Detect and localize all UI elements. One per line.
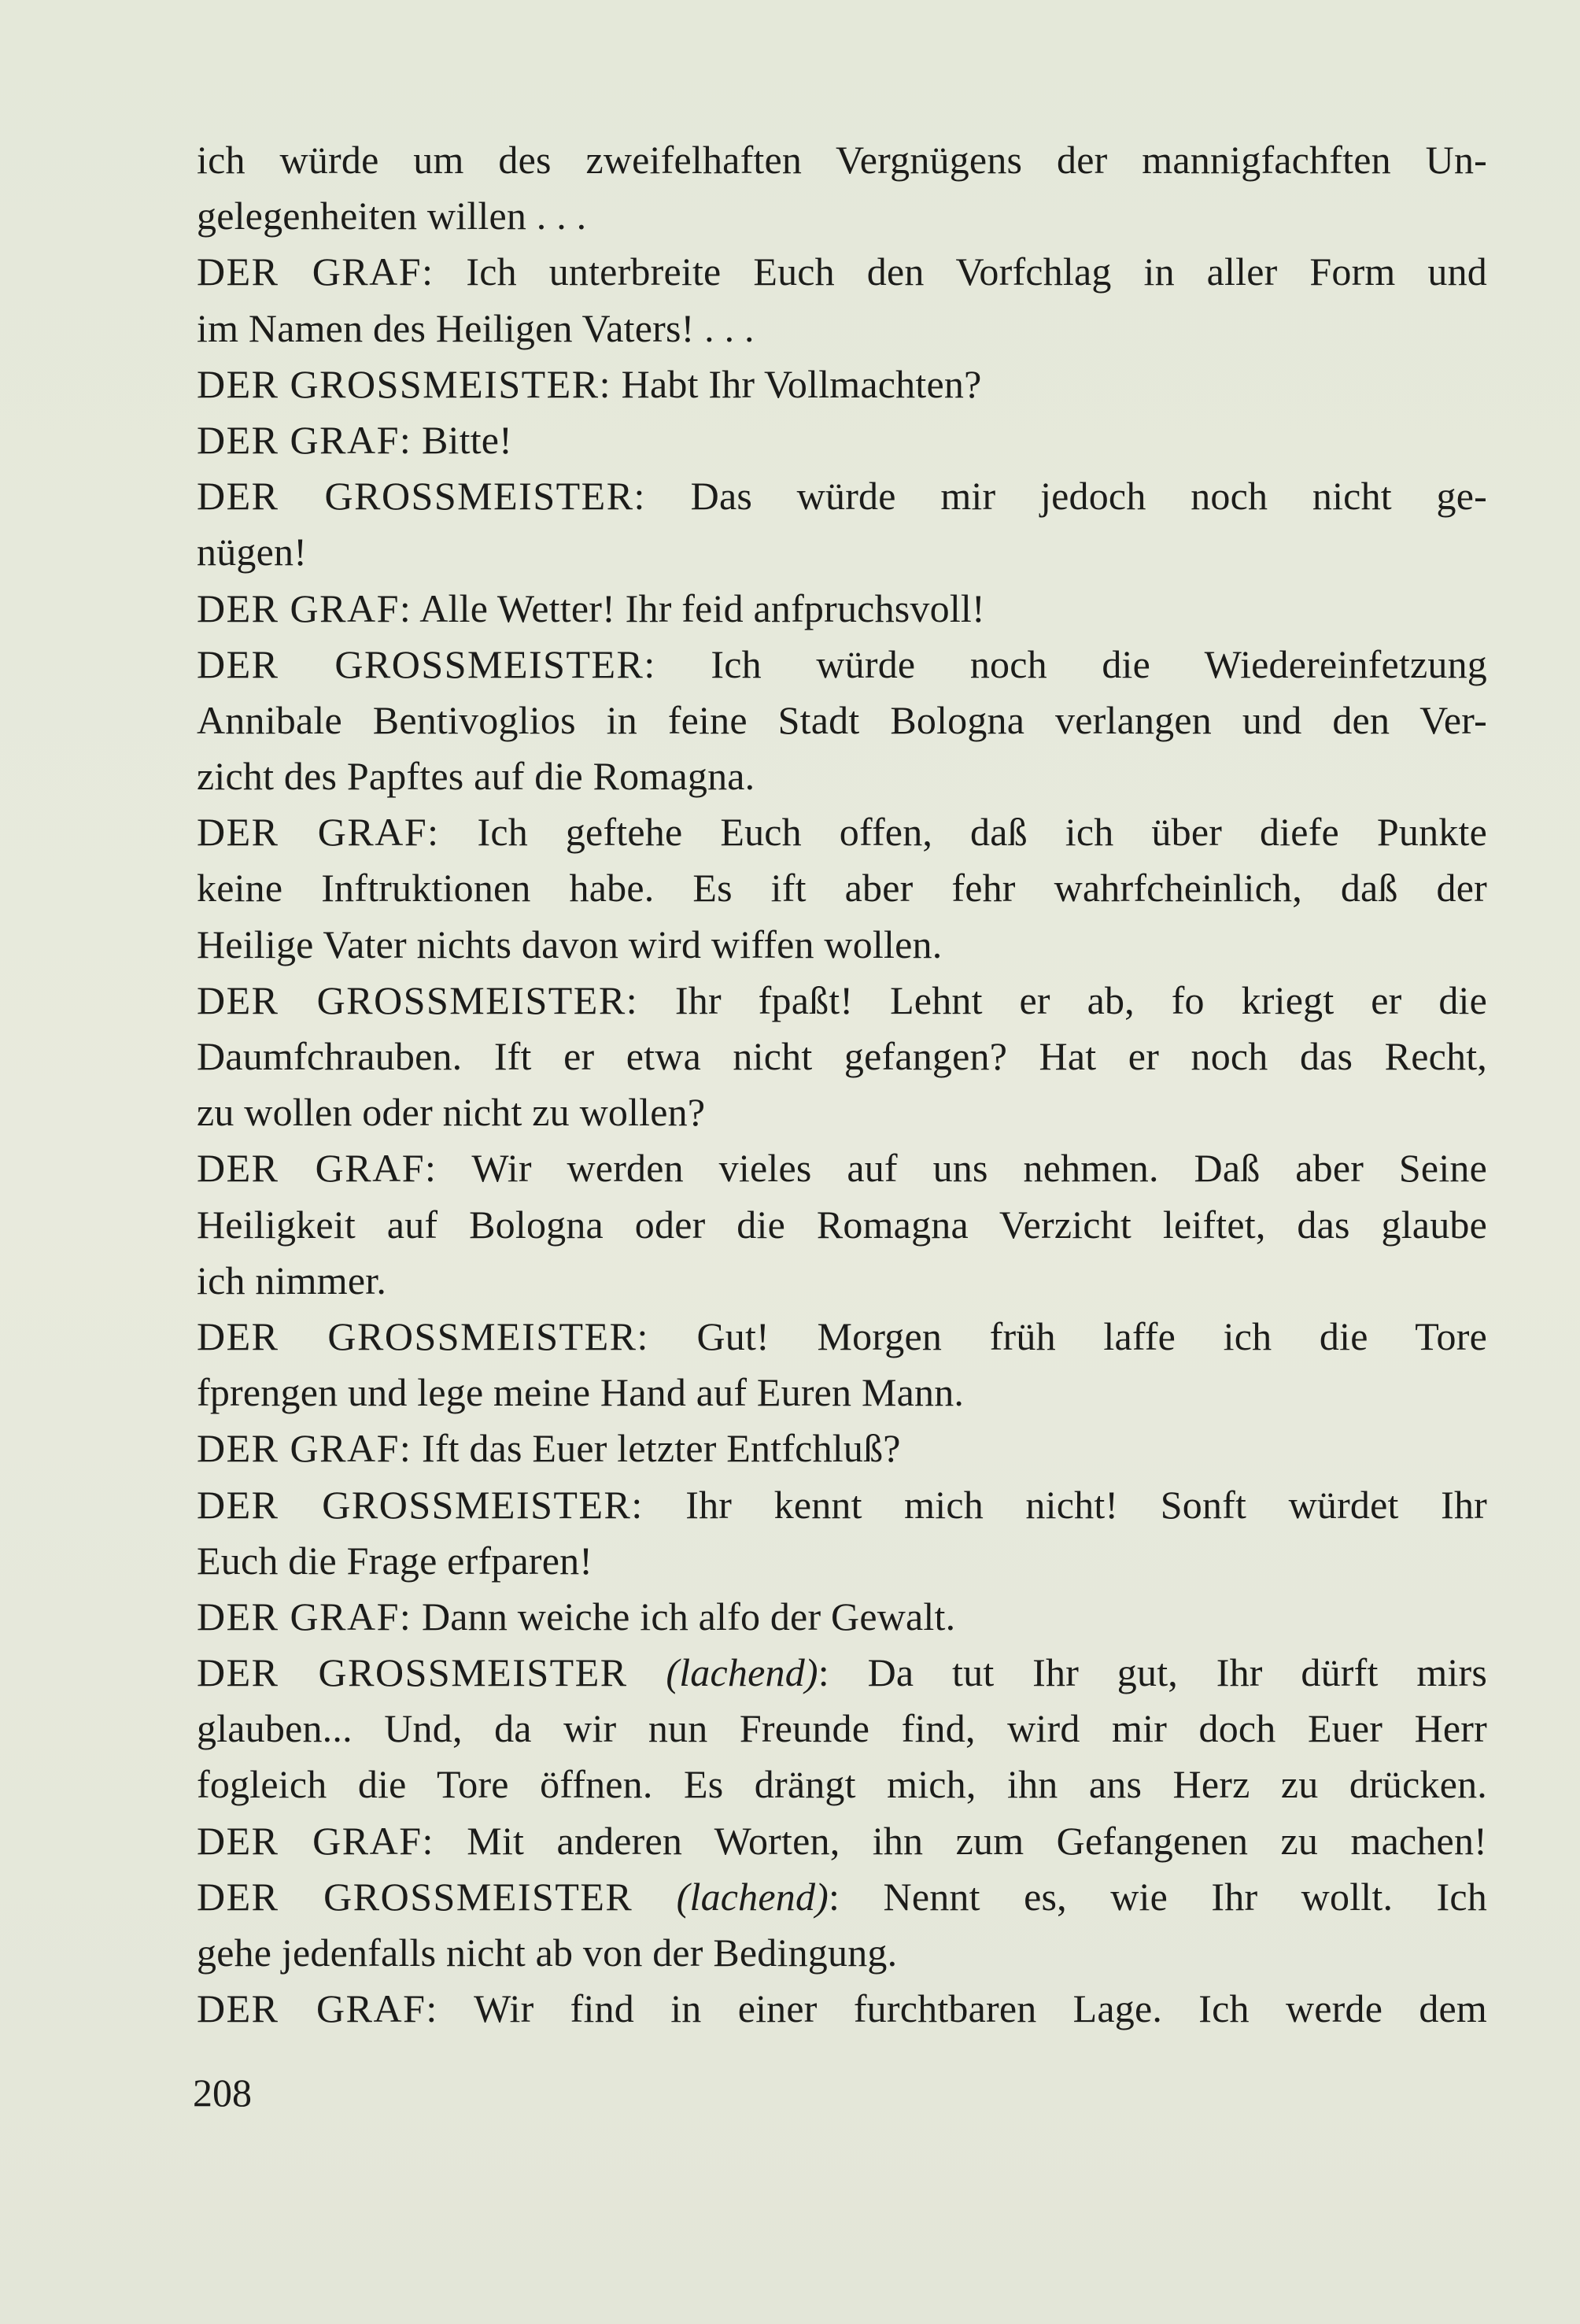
dialogue-line	[197, 1477, 1487, 1533]
line-text: : Da tut Ihr gut, Ihr dürft mirs	[818, 1650, 1488, 1695]
dialogue-line	[197, 412, 1487, 468]
speaker-name: DER GRAF:	[197, 810, 440, 855]
line-text: Ift das Euer letzter Entfchluß?	[412, 1426, 901, 1471]
line-text: glauben... Und, da wir nun Freunde find, wird mir doch Euer Herr	[197, 1706, 1487, 1751]
line-text: Heiligkeit auf Bologna oder die Romagna Verzicht leiftet, das glaube	[197, 1202, 1487, 1247]
dialogue-line	[197, 1589, 1487, 1645]
line-text: gelegenheiten willen . . .	[197, 194, 587, 238]
page-number: 208	[193, 2071, 252, 2115]
page-body-text	[197, 132, 1487, 2037]
line-text: Gut! Morgen früh laffe ich die Tore	[648, 1313, 1487, 1358]
line-text: gehe jedenfalls nicht ab von der Bedingung.	[197, 1931, 898, 1975]
speaker-name: DER GRAF:	[197, 417, 412, 462]
text-line	[197, 524, 1487, 580]
line-text: im Namen des Heiligen Vaters! . . .	[197, 305, 755, 350]
speaker-name: DER GROSSMEISTER	[197, 1650, 628, 1695]
text-line	[197, 748, 1487, 804]
line-text: ich nimmer.	[197, 1258, 387, 1302]
speaker-name: DER GROSSMEISTER:	[197, 977, 639, 1022]
line-text: keine Inftruktionen habe. Es ift aber fehr wahrfcheinlich, daß der	[197, 866, 1487, 911]
dialogue-line	[197, 1140, 1487, 1196]
speaker-name: DER GROSSMEISTER:	[197, 1482, 644, 1527]
speaker-name: DER GROSSMEISTER	[197, 1874, 633, 1919]
speaker-name: DER GROSSMEISTER:	[197, 474, 646, 519]
text-line	[197, 693, 1487, 748]
line-text: Habt Ihr Vollmachten?	[611, 361, 982, 406]
speaker-name: DER GROSSMEISTER:	[197, 1313, 649, 1358]
line-text: Ihr fpaßt! Lehnt er ab, fo kriegt er die	[638, 977, 1487, 1022]
line-text: fogleich die Tore öffnen. Es drängt mich, ihn ans Herz zu drücken.	[197, 1762, 1487, 1807]
line-text: Alle Wetter! Ihr feid anfpruchsvoll!	[412, 586, 985, 630]
speaker-name: DER GRAF:	[197, 1818, 434, 1863]
speaker-name: DER GROSSMEISTER:	[197, 641, 656, 686]
text-line	[197, 188, 1487, 244]
line-text: Daumfchrauben. Ift er etwa nicht gefangen? Hat er noch das Recht,	[197, 1034, 1487, 1078]
dialogue-line	[197, 1813, 1487, 1869]
text-line	[197, 301, 1487, 357]
text-line	[197, 1925, 1487, 1981]
line-text: Annibale Bentivoglios in feine Stadt Bologna verlangen und den Ver-	[197, 697, 1487, 742]
line-text: ich würde um des zweifelhaften Vergnügens der mannigfachften Un-	[197, 138, 1487, 182]
line-text: Ich würde noch die Wiedereinfetzung	[655, 641, 1487, 686]
speaker-name: DER GRAF:	[197, 586, 412, 630]
text-line	[197, 1029, 1487, 1084]
text-line	[197, 1197, 1487, 1253]
text-line	[197, 1365, 1487, 1421]
speaker-name: DER GRAF:	[197, 1986, 438, 2031]
speaker-name: DER GRAF:	[197, 1594, 412, 1639]
dialogue-line	[197, 357, 1487, 412]
line-text: Mit anderen Worten, ihn zum Gefangenen zu machen!	[434, 1818, 1488, 1863]
text-line	[197, 132, 1487, 188]
line-text: : Nennt es, wie Ihr wollt. Ich	[829, 1874, 1487, 1919]
line-text: Dann weiche ich alfo der Gewalt.	[412, 1594, 956, 1639]
line-text: Ich geftehe Euch offen, daß ich über diefe Punkte	[439, 810, 1487, 855]
line-text: Wir werden vieles auf uns nehmen. Daß aber Seine	[437, 1146, 1487, 1191]
stage-direction: (lachend)	[627, 1650, 818, 1695]
dialogue-line	[197, 1869, 1487, 1925]
text-line	[197, 1533, 1487, 1589]
text-line	[197, 860, 1487, 916]
line-text: Ihr kennt mich nicht! Sonft würdet Ihr	[643, 1482, 1487, 1527]
line-text: Das würde mir jedoch noch nicht ge-	[645, 474, 1487, 519]
speaker-name: DER GRAF:	[197, 249, 434, 294]
speaker-name: DER GRAF:	[197, 1426, 412, 1471]
dialogue-line	[197, 804, 1487, 860]
text-line	[197, 1253, 1487, 1309]
text-line	[197, 1757, 1487, 1812]
line-text: nügen!	[197, 530, 308, 575]
line-text: Euch die Frage erfparen!	[197, 1538, 593, 1583]
text-line	[197, 1701, 1487, 1757]
line-text: zicht des Papftes auf die Romagna.	[197, 754, 755, 799]
stage-direction: (lachend)	[633, 1874, 829, 1919]
speaker-name: DER GRAF:	[197, 1146, 437, 1191]
dialogue-line	[197, 1981, 1487, 2037]
dialogue-line	[197, 581, 1487, 637]
line-text: Heilige Vater nichts davon wird wiffen wollen.	[197, 922, 943, 966]
dialogue-line	[197, 637, 1487, 693]
line-text: Wir find in einer furchtbaren Lage. Ich werde dem	[437, 1986, 1487, 2031]
text-line	[197, 1084, 1487, 1140]
line-text: fprengen und lege meine Hand auf Euren Mann.	[197, 1370, 965, 1415]
line-text: Ich unterbreite Euch den Vorfchlag in aller Form und	[434, 249, 1488, 294]
dialogue-line	[197, 1421, 1487, 1476]
line-text: Bitte!	[412, 417, 513, 462]
text-line	[197, 917, 1487, 973]
dialogue-line	[197, 1309, 1487, 1365]
dialogue-line	[197, 244, 1487, 300]
line-text: zu wollen oder nicht zu wollen?	[197, 1090, 706, 1135]
dialogue-line	[197, 468, 1487, 524]
dialogue-line	[197, 1645, 1487, 1701]
speaker-name: DER GROSSMEISTER:	[197, 361, 611, 406]
dialogue-line	[197, 973, 1487, 1029]
